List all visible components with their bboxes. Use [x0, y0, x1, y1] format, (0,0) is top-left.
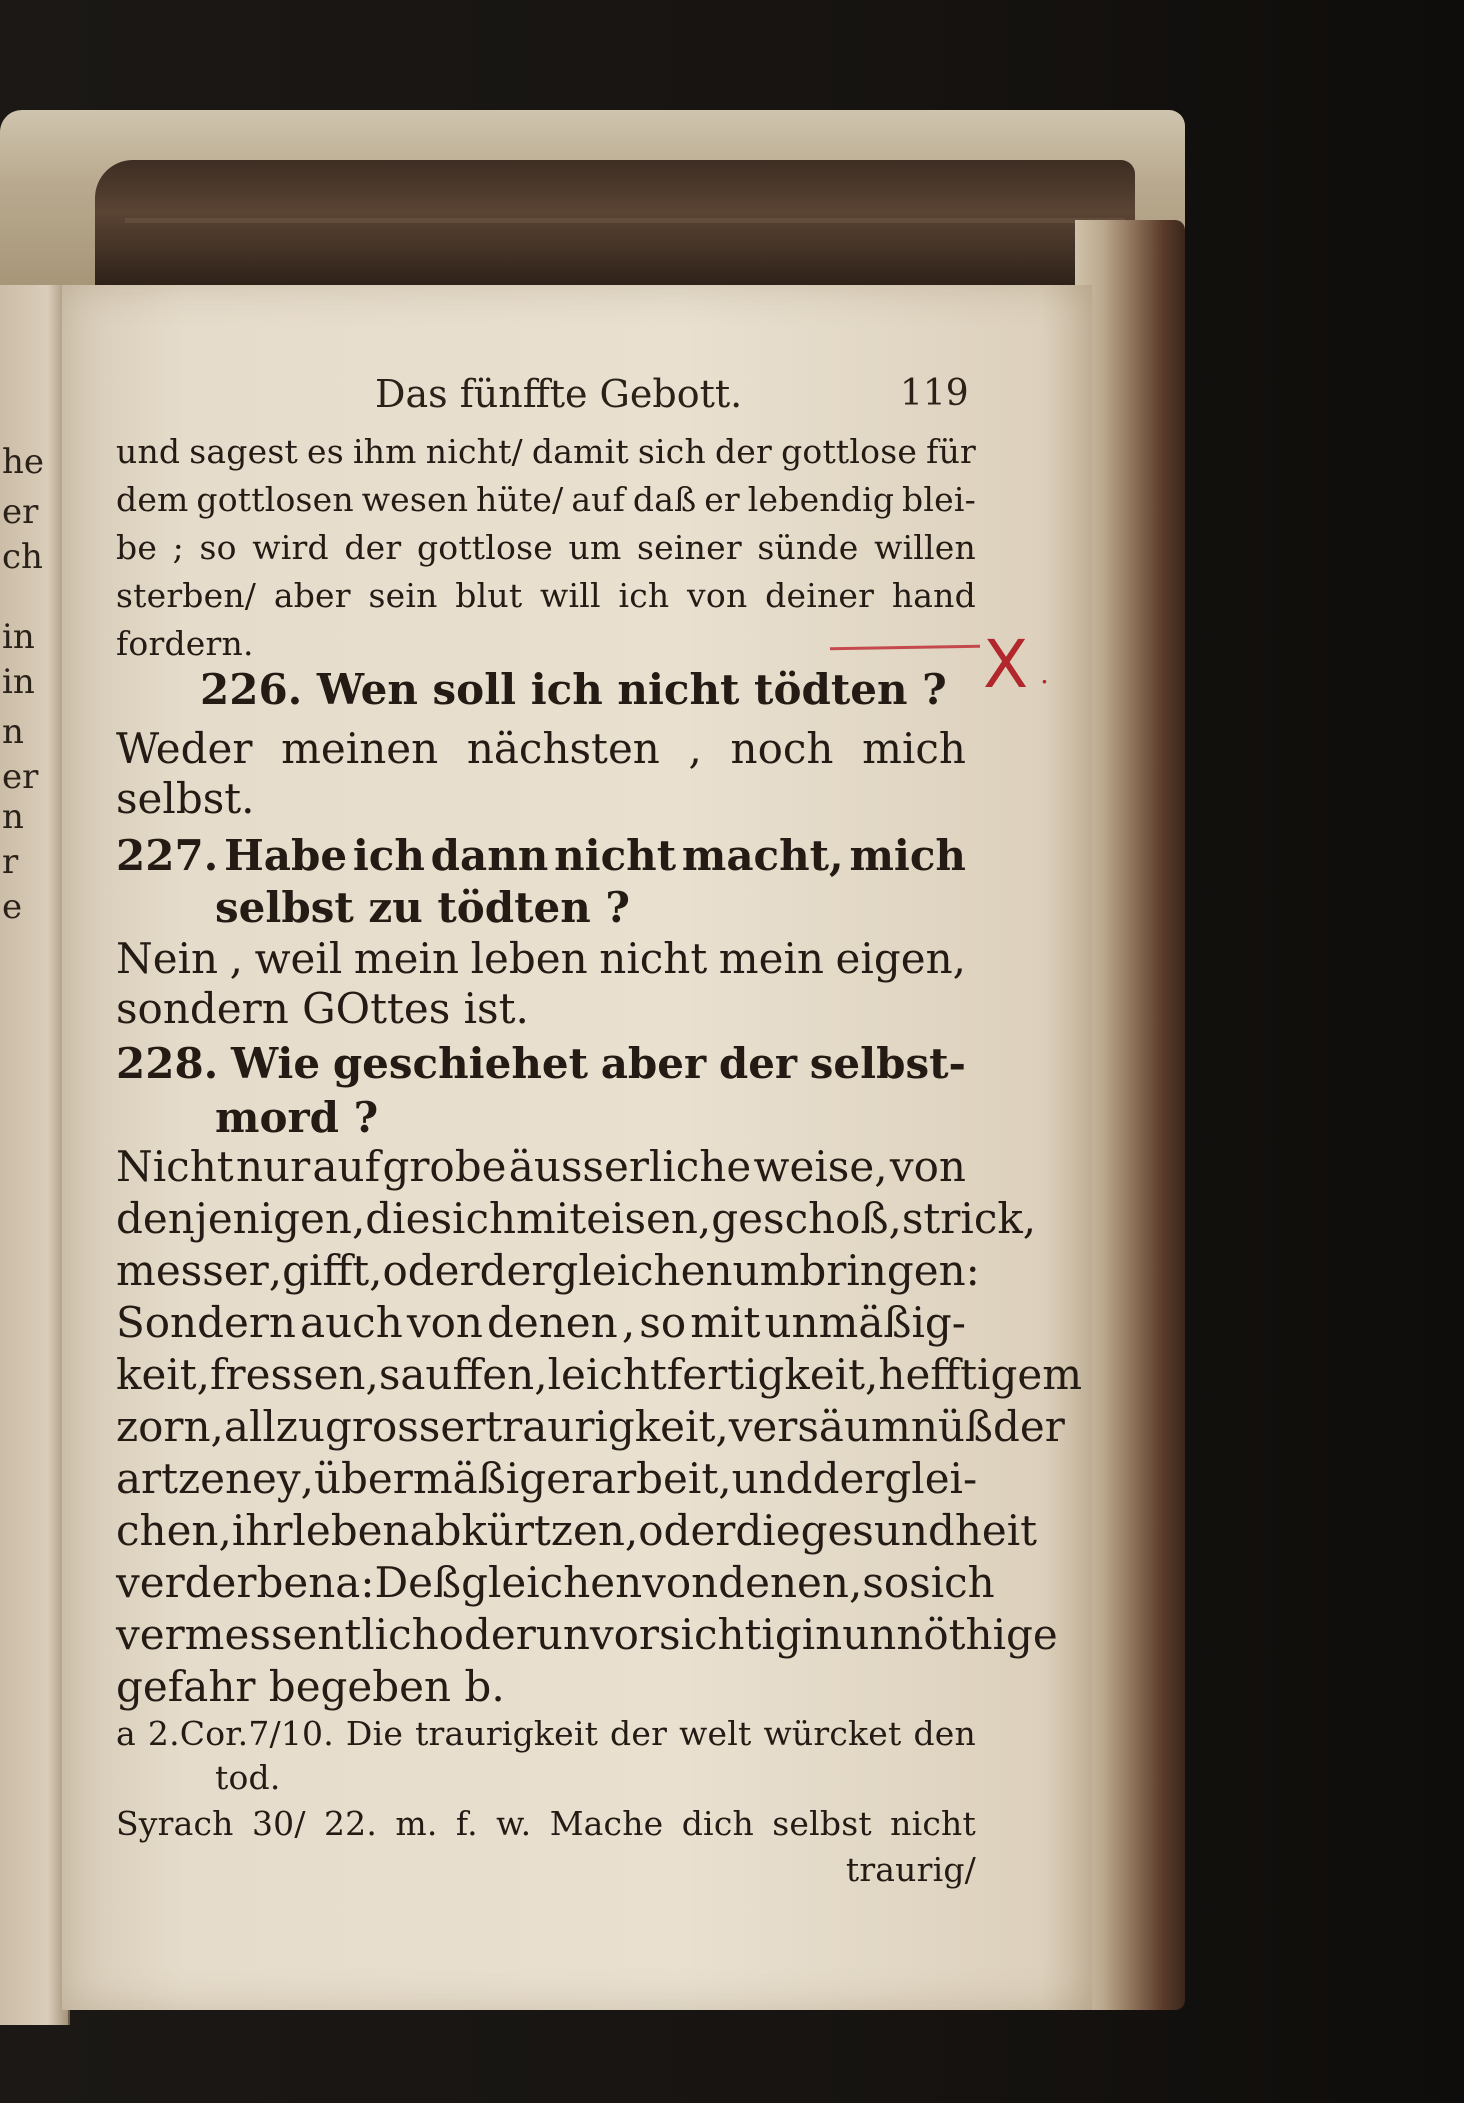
- word: ,: [688, 724, 702, 773]
- word: sein: [368, 576, 438, 615]
- text-line: [116, 722, 966, 776]
- word: versäumnüß: [728, 1402, 993, 1451]
- text-line: [116, 1296, 966, 1350]
- word: ihm: [352, 432, 417, 471]
- text-line: [116, 572, 976, 620]
- word: unnöthige: [842, 1610, 1058, 1659]
- word: hand: [891, 576, 976, 615]
- word: für: [926, 432, 976, 471]
- word: umbringen: [732, 1246, 966, 1295]
- text-line: [116, 1660, 966, 1714]
- word: weil: [254, 934, 343, 983]
- word: dem: [116, 480, 189, 519]
- word: Die: [345, 1714, 404, 1753]
- word: be: [116, 528, 158, 567]
- facing-page-fragment: ch: [2, 537, 43, 577]
- word: deiner: [765, 576, 875, 615]
- word: weise,: [753, 1142, 888, 1191]
- word: ,: [718, 1454, 732, 1503]
- text-line: [116, 1556, 995, 1610]
- word: nicht: [890, 1804, 976, 1843]
- word: eigen,: [835, 934, 966, 983]
- word: selbst: [772, 1804, 872, 1843]
- word: ,: [865, 1350, 879, 1399]
- text-line: [215, 880, 975, 936]
- word: oder: [438, 1610, 536, 1659]
- word: welt: [679, 1714, 752, 1753]
- word: f.: [455, 1804, 478, 1843]
- word: wird: [252, 528, 329, 567]
- word: ,: [621, 1298, 636, 1347]
- word: Wie: [231, 1039, 321, 1088]
- text-line-content: sondern GOttes ist.: [116, 984, 529, 1033]
- word: denen: [487, 1298, 618, 1347]
- word: es: [307, 432, 344, 471]
- text-line-content: selbst.: [116, 774, 255, 823]
- word: gottlosen: [196, 480, 354, 519]
- word: blei-: [902, 480, 976, 519]
- text-line-content: tod.: [215, 1758, 281, 1797]
- word: unvorsichtig: [535, 1610, 802, 1659]
- word: traurigkeit,: [485, 1402, 729, 1451]
- word: ich: [618, 576, 670, 615]
- word: mich: [849, 831, 966, 880]
- page-number: 119: [900, 373, 969, 414]
- word: abkürtzen,: [409, 1506, 639, 1555]
- text-line-content: selbst zu tödten ?: [215, 883, 631, 932]
- facing-page-fragment: er: [2, 492, 39, 532]
- word: oder: [382, 1246, 480, 1295]
- word: blut: [455, 576, 523, 615]
- word: :: [360, 1558, 375, 1607]
- word: daß: [632, 480, 697, 519]
- word: traurigkeit: [415, 1714, 599, 1753]
- word: eisen,: [586, 1194, 712, 1243]
- word: oder: [638, 1506, 736, 1555]
- word: dich: [681, 1804, 754, 1843]
- facing-page-fragment: in: [2, 662, 35, 702]
- word: a: [335, 1558, 361, 1607]
- text-line-content: gefahr begeben b.: [116, 1662, 505, 1711]
- word: lebendig: [747, 480, 895, 519]
- word: übermäßiger: [313, 1454, 592, 1503]
- word: von: [889, 1142, 966, 1191]
- facing-page-fragment: r: [2, 842, 19, 882]
- word: sich: [909, 1558, 995, 1607]
- word: chen: [116, 1506, 219, 1555]
- text-line: [116, 428, 976, 476]
- text-line: [116, 1846, 976, 1894]
- word: sterben/: [116, 576, 257, 615]
- word: selbst-: [809, 1039, 966, 1088]
- text-line: [116, 1192, 1037, 1246]
- text-line: [116, 1452, 978, 1506]
- word: nicht: [599, 934, 708, 983]
- word: hüte/: [476, 480, 564, 519]
- text-line: [116, 1608, 1058, 1662]
- word: seiner: [637, 528, 742, 567]
- word: ,: [534, 1350, 548, 1399]
- word: mein: [353, 934, 460, 983]
- word: strick,: [901, 1194, 1037, 1243]
- word: ich: [352, 831, 425, 880]
- word: verderben: [116, 1558, 336, 1607]
- text-line-content: mord ?: [215, 1093, 379, 1142]
- word: vermessentlich: [116, 1610, 439, 1659]
- text-line: [116, 932, 966, 986]
- word: willen: [874, 528, 976, 567]
- word: gesundheit: [800, 1506, 1038, 1555]
- word: der: [718, 1039, 798, 1088]
- word: der: [993, 1402, 1065, 1451]
- word: nächsten: [466, 724, 660, 773]
- red-x-annotation: X: [983, 626, 1029, 703]
- text-line: [116, 772, 966, 826]
- text-line: [215, 1754, 975, 1802]
- word: Sondern: [116, 1298, 296, 1347]
- text-line: [116, 620, 976, 668]
- running-header-title: Das fünffte Gebott.: [375, 372, 743, 416]
- text-line: [116, 524, 976, 572]
- word: ,: [848, 1558, 863, 1607]
- word: fressen,: [209, 1350, 379, 1399]
- word: gottlose: [781, 432, 918, 471]
- word: sich: [637, 432, 706, 471]
- word: 30/: [251, 1804, 306, 1843]
- word: und: [731, 1454, 813, 1503]
- word: würcket: [763, 1714, 902, 1753]
- facing-page-fragment: he: [2, 442, 45, 482]
- word: will: [540, 576, 601, 615]
- text-line: [116, 1036, 966, 1092]
- word: ,: [300, 1454, 314, 1503]
- word: so: [862, 1558, 910, 1607]
- word: mit: [690, 1298, 761, 1347]
- word: denen: [718, 1558, 849, 1607]
- word: ,: [268, 1246, 283, 1295]
- text-line: [116, 1140, 966, 1194]
- word: wesen: [361, 480, 469, 519]
- word: auch: [300, 1298, 403, 1347]
- word: von: [687, 576, 748, 615]
- facing-page-fragment: er: [2, 757, 39, 797]
- word: äusserliche: [508, 1142, 752, 1191]
- word: ,: [229, 934, 244, 983]
- word: Mache: [549, 1804, 664, 1843]
- word: a: [116, 1714, 136, 1753]
- word: so: [199, 528, 237, 567]
- text-line: [215, 1090, 975, 1146]
- word: Nein: [116, 934, 219, 983]
- word: aber: [273, 576, 351, 615]
- text-line-content: 226. Wen soll ich nicht tödten ?: [200, 665, 947, 714]
- word: geschoß: [711, 1194, 889, 1243]
- word: noch: [730, 724, 834, 773]
- word: sauffen: [378, 1350, 535, 1399]
- text-line: [116, 1244, 980, 1298]
- word: geschiehet: [332, 1039, 588, 1088]
- word: grobe: [382, 1142, 507, 1191]
- facing-page-fragment: n: [2, 712, 24, 752]
- word: allzugrosser: [223, 1402, 486, 1451]
- word: messer: [116, 1246, 269, 1295]
- word: artzeney: [116, 1454, 301, 1503]
- word: in: [801, 1610, 843, 1659]
- word: der: [610, 1714, 668, 1753]
- word: ,: [196, 1350, 210, 1399]
- word: arbeit: [591, 1454, 719, 1503]
- facing-page-fragment: n: [2, 797, 24, 837]
- word: zorn,: [116, 1402, 224, 1451]
- word: auf: [571, 480, 626, 519]
- word: w.: [496, 1804, 532, 1843]
- facing-page-fragment: e: [2, 887, 23, 927]
- word: und: [116, 432, 181, 471]
- red-dot-annotation: .: [1040, 657, 1049, 690]
- word: unmäßig-: [764, 1298, 966, 1347]
- facing-page-fragment: in: [2, 617, 35, 657]
- text-line: [116, 982, 966, 1036]
- word: ;: [172, 528, 184, 567]
- word: denjenigen,: [116, 1194, 366, 1243]
- word: keit: [116, 1350, 197, 1399]
- word: mit: [516, 1194, 587, 1243]
- word: ,: [888, 1194, 902, 1243]
- text-line: [116, 476, 976, 524]
- text-line: [116, 1400, 1065, 1454]
- book-cover-band: [95, 160, 1135, 290]
- text-line: [116, 828, 966, 884]
- word: 22.: [323, 1804, 378, 1843]
- word: dann: [430, 831, 549, 880]
- word: nicht/: [425, 432, 523, 471]
- word: gifft: [282, 1246, 370, 1295]
- word: 227.: [116, 831, 219, 880]
- word: 228.: [116, 1039, 219, 1088]
- word: so: [639, 1298, 687, 1347]
- word: Habe: [224, 831, 348, 880]
- word: Weder: [116, 724, 253, 773]
- text-line: [116, 1504, 1038, 1558]
- word: dergleichen: [479, 1246, 733, 1295]
- word: leichtfertigkeit: [547, 1350, 866, 1399]
- word: sünde: [757, 528, 859, 567]
- text-line: [116, 1710, 976, 1758]
- word: 2.Cor.7/10.: [147, 1714, 334, 1753]
- word: mich: [862, 724, 966, 773]
- facing-page-edge: [0, 285, 70, 2025]
- word: aber: [600, 1039, 707, 1088]
- word: Nicht: [116, 1142, 234, 1191]
- word: der: [344, 528, 402, 567]
- word: macht,: [681, 831, 844, 880]
- word: ihr: [231, 1506, 293, 1555]
- word: sich: [430, 1194, 517, 1243]
- word: Syrach: [116, 1804, 234, 1843]
- word: von: [642, 1558, 719, 1607]
- word: ,: [218, 1506, 232, 1555]
- word: meinen: [281, 724, 439, 773]
- word: :: [965, 1246, 980, 1295]
- word: den: [913, 1714, 976, 1753]
- word: gottlose: [416, 528, 553, 567]
- word: damit: [531, 432, 629, 471]
- word: die: [365, 1194, 431, 1243]
- word: ,: [369, 1246, 383, 1295]
- word: hefftigem: [878, 1350, 1083, 1399]
- word: m.: [395, 1804, 438, 1843]
- word: auf: [312, 1142, 381, 1191]
- word: der: [714, 432, 773, 471]
- word: von: [406, 1298, 483, 1347]
- word: derglei-: [812, 1454, 978, 1503]
- word: Deßgleichen: [374, 1558, 643, 1607]
- word: die: [735, 1506, 801, 1555]
- word: nicht: [554, 831, 677, 880]
- word: leben: [470, 934, 588, 983]
- word: er: [704, 480, 740, 519]
- word: nur: [235, 1142, 311, 1191]
- text-line: [116, 1348, 1083, 1402]
- text-line-content: fordern.: [116, 624, 254, 663]
- word: sagest: [189, 432, 298, 471]
- text-line: [200, 662, 947, 718]
- word: um: [568, 528, 622, 567]
- word: leben: [292, 1506, 410, 1555]
- text-line-content: traurig/: [845, 1850, 976, 1889]
- text-line: [116, 1800, 976, 1848]
- word: mein: [718, 934, 824, 983]
